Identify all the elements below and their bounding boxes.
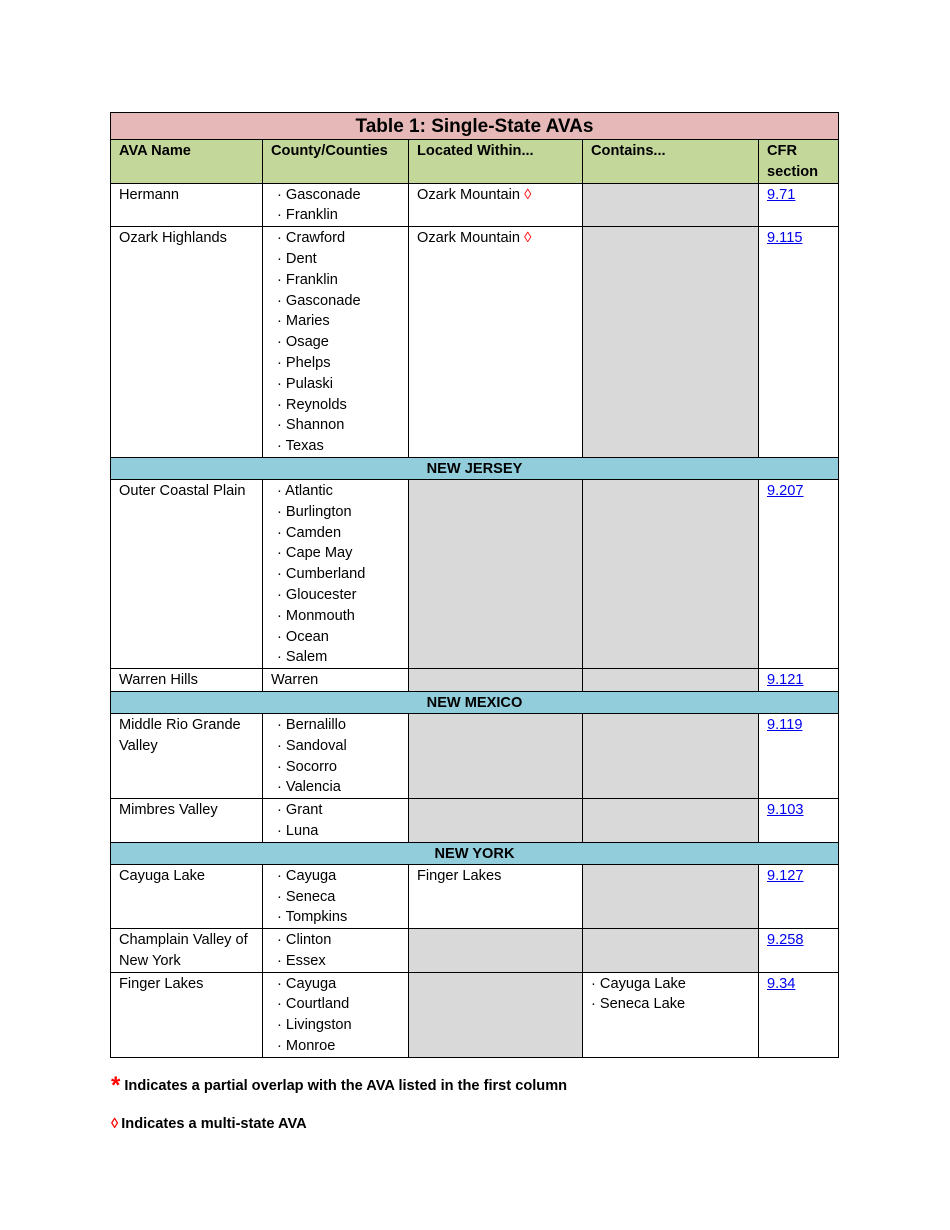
county-item: · Essex xyxy=(277,952,326,969)
state-heading: NEW YORK xyxy=(111,842,839,864)
county-item: · Cayuga xyxy=(277,975,337,992)
ava-name-cell: Finger Lakes xyxy=(111,972,263,1057)
county-item: · Phelps xyxy=(277,354,331,371)
county-item: · Sandoval xyxy=(277,737,347,754)
county-item: · Clinton xyxy=(277,932,332,949)
multistate-diamond-icon: ◊ xyxy=(524,186,532,203)
cfr-section-link[interactable]: 9.119 xyxy=(767,716,803,733)
header-row xyxy=(111,140,839,184)
located-within-cell xyxy=(409,479,583,668)
cfr-section-link[interactable]: 9.258 xyxy=(767,932,804,949)
county-item: · Livingston xyxy=(277,1017,352,1034)
column-header-ava-name: AVA Name xyxy=(111,140,263,184)
contains-cell xyxy=(583,929,759,973)
ava-name-cell: Ozark Highlands xyxy=(111,227,263,458)
state-section-row xyxy=(111,457,839,479)
contains-cell xyxy=(583,972,759,1057)
counties-cell xyxy=(263,183,409,227)
county-item: · Osage xyxy=(277,334,329,351)
contains-cell xyxy=(583,183,759,227)
cfr-section-link[interactable]: 9.34 xyxy=(767,975,796,992)
contains-cell xyxy=(583,799,759,843)
located-within-cell xyxy=(409,972,583,1057)
state-section-row xyxy=(111,691,839,713)
county-item: · Bernalillo xyxy=(277,716,346,733)
county-item: · Seneca xyxy=(277,888,336,905)
county-item: · Cape May xyxy=(277,545,353,562)
column-header-contains: Contains... xyxy=(583,140,759,184)
contains-cell xyxy=(583,227,759,458)
counties-cell xyxy=(263,227,409,458)
cfr-section-link[interactable]: 9.121 xyxy=(767,672,804,689)
cfr-section-cell xyxy=(759,479,839,668)
county-item: · Shannon xyxy=(277,417,345,434)
table-row xyxy=(111,864,839,928)
county-item: · Ocean xyxy=(277,628,329,645)
ava-name-cell: Middle Rio Grande Valley xyxy=(111,713,263,798)
multistate-diamond-icon: ◊ xyxy=(524,230,532,247)
multistate-note xyxy=(111,1116,307,1132)
cfr-section-link[interactable]: 9.207 xyxy=(767,482,804,499)
counties-cell xyxy=(263,669,409,692)
county-item: · Tompkins xyxy=(277,909,348,926)
county-item: · Crawford xyxy=(277,230,346,247)
ava-name-cell: Champlain Valley of New York xyxy=(111,929,263,973)
county-item: · Luna xyxy=(277,822,319,839)
county-item: · Gasconade xyxy=(277,186,361,203)
cfr-section-cell xyxy=(759,227,839,458)
table-title: Table 1: Single-State AVAs xyxy=(111,113,839,140)
county-item: · Gloucester xyxy=(277,586,357,603)
counties-cell xyxy=(263,799,409,843)
cfr-section-cell xyxy=(759,713,839,798)
located-within-text: Ozark Mountain xyxy=(417,230,521,247)
located-within-cell xyxy=(409,799,583,843)
county-item: · Grant xyxy=(277,802,323,819)
cfr-section-cell xyxy=(759,972,839,1057)
multistate-text: Indicates a multi-state AVA xyxy=(121,1116,307,1132)
county-item: · Dent xyxy=(277,250,317,267)
located-within-cell xyxy=(409,713,583,798)
located-within-cell xyxy=(409,227,583,458)
cfr-section-link[interactable]: 9.71 xyxy=(767,186,796,203)
counties-cell xyxy=(263,929,409,973)
county-item: · Burlington xyxy=(277,503,352,520)
located-within-text: Finger Lakes xyxy=(417,867,502,884)
partial-overlap-note xyxy=(111,1072,567,1100)
diamond-icon: ◊ xyxy=(111,1116,119,1132)
located-within-cell xyxy=(409,864,583,928)
county-item: · Maries xyxy=(277,313,330,330)
county-item: · Valencia xyxy=(277,779,341,796)
county-item: · Atlantic xyxy=(277,482,333,499)
county-item: · Gasconade xyxy=(277,292,361,309)
column-header-counties: County/Counties xyxy=(263,140,409,184)
ava-name-cell: Mimbres Valley xyxy=(111,799,263,843)
ava-name-cell: Hermann xyxy=(111,183,263,227)
cfr-section-cell xyxy=(759,799,839,843)
contains-cell xyxy=(583,713,759,798)
contains-cell xyxy=(583,864,759,928)
located-within-cell xyxy=(409,183,583,227)
located-within-cell xyxy=(409,929,583,973)
ava-name-cell: Warren Hills xyxy=(111,669,263,692)
table-row xyxy=(111,669,839,692)
counties-cell xyxy=(263,479,409,668)
state-heading: NEW MEXICO xyxy=(111,691,839,713)
asterisk-icon: * xyxy=(111,1072,121,1099)
counties-cell xyxy=(263,972,409,1057)
table-body xyxy=(111,183,839,1057)
located-within-text: Ozark Mountain xyxy=(417,186,521,203)
table-row xyxy=(111,972,839,1057)
cfr-section-link[interactable]: 9.127 xyxy=(767,867,804,884)
county-item: · Reynolds xyxy=(277,396,347,413)
counties-cell xyxy=(263,864,409,928)
partial-overlap-text: Indicates a partial overlap with the AVA listed in the first column xyxy=(124,1078,568,1094)
contains-cell xyxy=(583,669,759,692)
table-row xyxy=(111,479,839,668)
county-item: · Cumberland xyxy=(277,566,366,583)
contains-item: · Seneca Lake xyxy=(591,996,686,1013)
counties-cell xyxy=(263,713,409,798)
county-item: · Monmouth xyxy=(277,607,355,624)
county-item: · Socorro xyxy=(277,758,338,775)
county-item: · Franklin xyxy=(277,207,338,224)
ava-name-cell: Outer Coastal Plain xyxy=(111,479,263,668)
contains-item: · Cayuga Lake xyxy=(591,975,686,992)
county-item: · Texas xyxy=(277,438,324,455)
single-state-ava-table xyxy=(110,112,839,1058)
column-header-cfr-section: CFR section xyxy=(759,140,839,184)
cfr-section-cell xyxy=(759,864,839,928)
state-heading: NEW JERSEY xyxy=(111,457,839,479)
cfr-section-link[interactable]: 9.103 xyxy=(767,802,804,819)
column-header-located-within: Located Within... xyxy=(409,140,583,184)
cfr-section-cell xyxy=(759,183,839,227)
ava-name-cell: Cayuga Lake xyxy=(111,864,263,928)
table-row xyxy=(111,929,839,973)
cfr-section-cell xyxy=(759,669,839,692)
county-item: · Camden xyxy=(277,524,342,541)
cfr-section-link[interactable]: 9.115 xyxy=(767,230,803,247)
located-within-cell xyxy=(409,669,583,692)
state-section-row xyxy=(111,842,839,864)
cfr-section-cell xyxy=(759,929,839,973)
table-row xyxy=(111,183,839,227)
county-item: Warren xyxy=(271,672,319,689)
county-item: · Franklin xyxy=(277,271,338,288)
county-item: · Salem xyxy=(277,649,328,666)
county-item: · Pulaski xyxy=(277,375,333,392)
county-item: · Monroe xyxy=(277,1038,336,1055)
table-row xyxy=(111,799,839,843)
county-item: · Courtland xyxy=(277,996,350,1013)
table-row xyxy=(111,713,839,798)
county-item: · Cayuga xyxy=(277,867,337,884)
contains-cell xyxy=(583,479,759,668)
table-row xyxy=(111,227,839,458)
